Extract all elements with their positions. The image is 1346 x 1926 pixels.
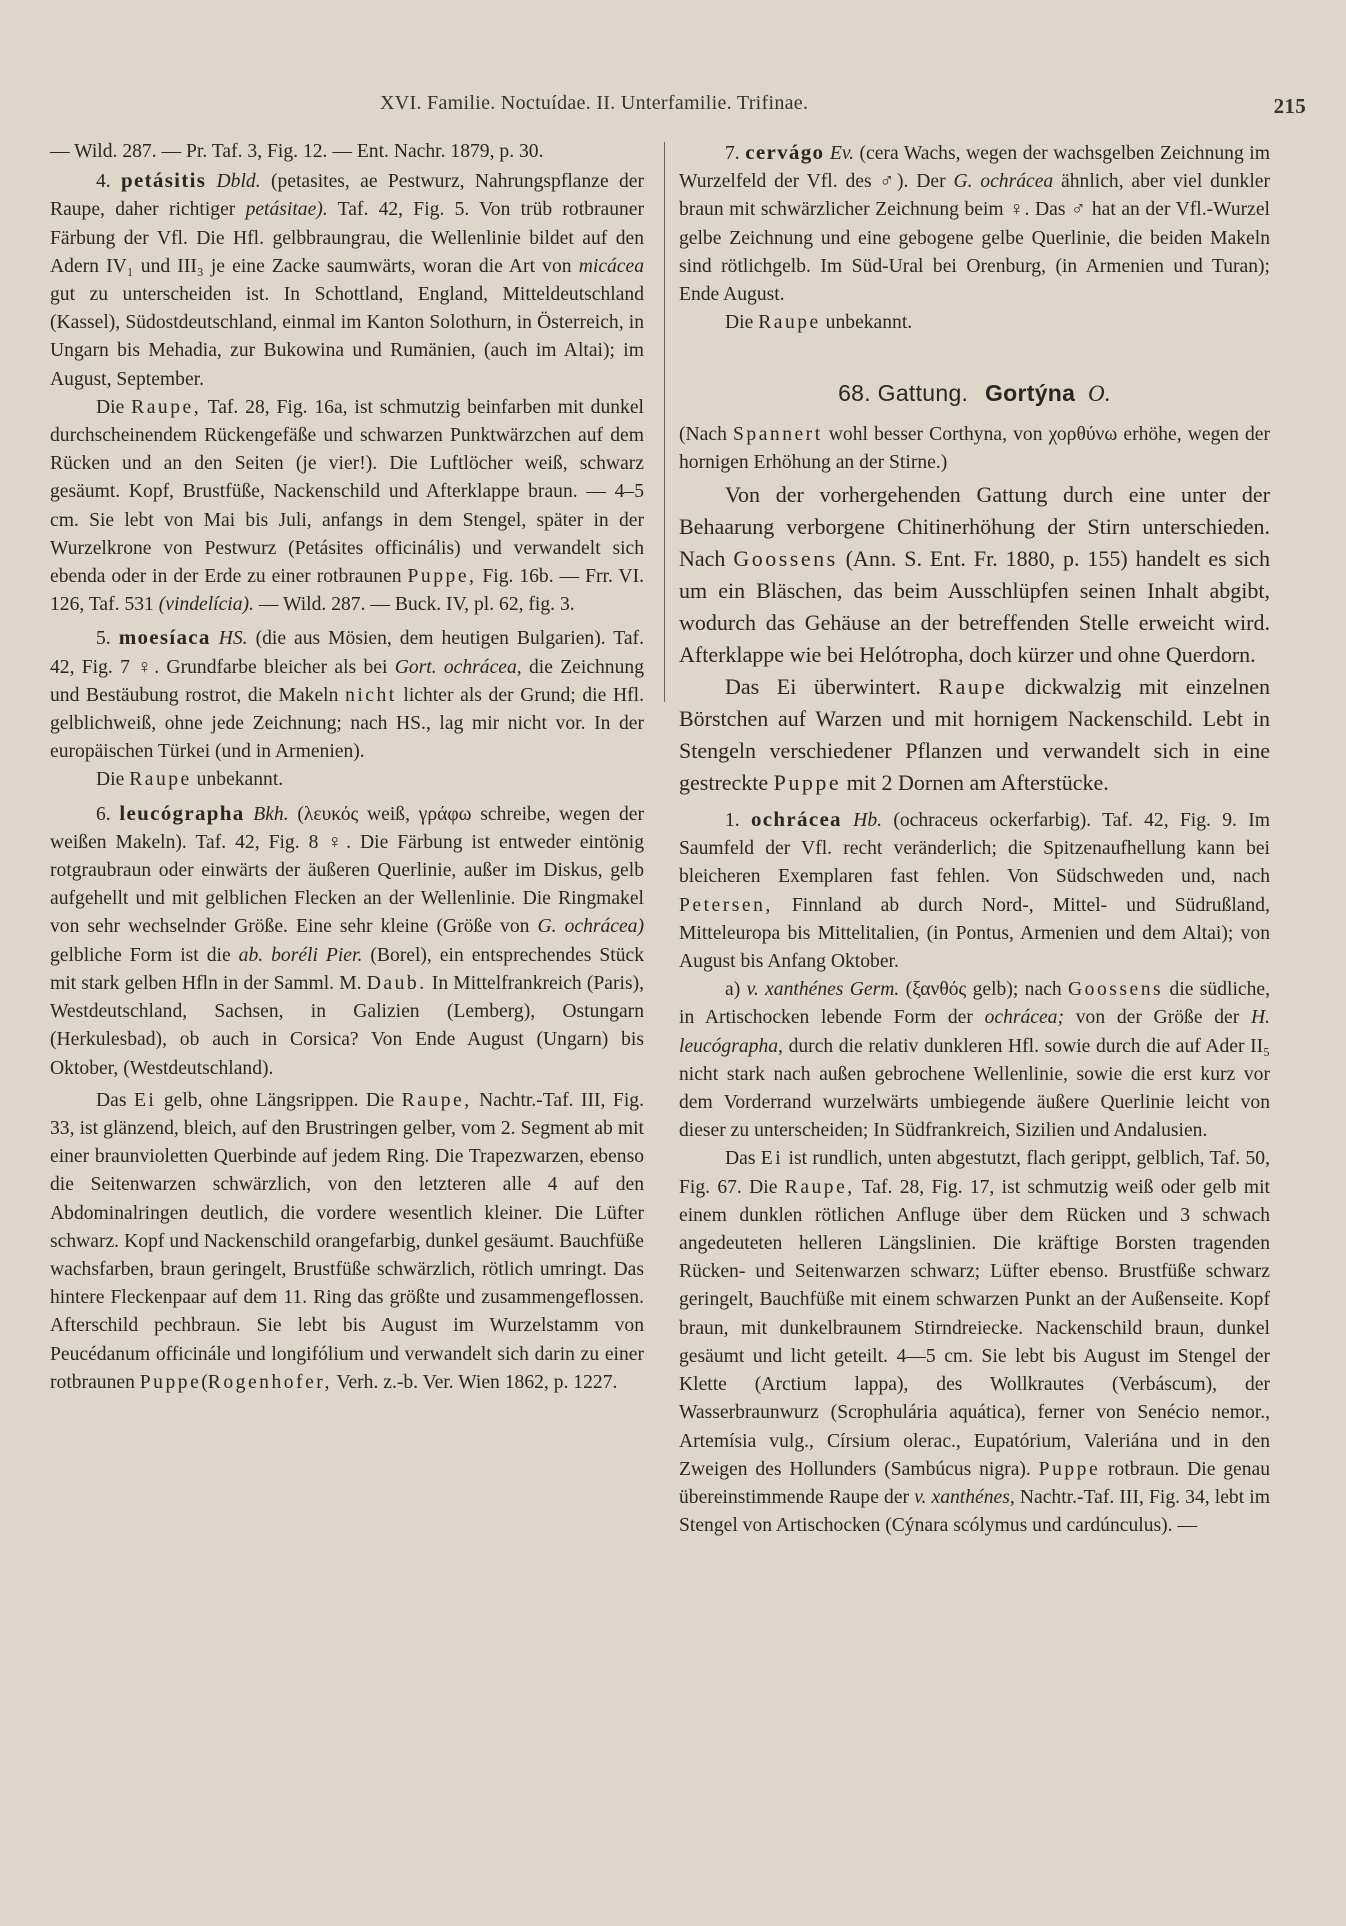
spaced-term: nicht (345, 684, 397, 706)
spaced-term: Puppe (139, 1371, 202, 1393)
reference-line (50, 138, 644, 166)
entry-text: lichter als der Grund; die Hfl. gelblichweiß, ohne jede Zeichnung; nach HS., lag mir nicht vor. In der europäischen Türkei (und in Armenien). (50, 684, 645, 763)
entry-text: Nachtr.-Taf. III, Fig. 33, ist glänzend, bleich, auf den Brustringen gelber, vom 2. Segment ab mit einer braunvioletten Querbinde auf jedem Ring. Die Trapezwarzen, ebenso die Seitenwarzen schwärzlich, von den letzteren alle 4 auf den Abdominalringen deutlich, die vordere wesentlich kleiner. Die Lüfter schwarz. Kopf und Nackenschild orangefarbig, dunkel gesäumt. Bauchfüße wachsfarben, braun geringelt, Brustfüße schwärzlich, rötlich umringt. Das hintere Fleckenpaar auf dem 11. Ring das größte und zusammengeflossen. Afterschild pechbraun. Sie lebt bis August im Wurzelstamm von Peucédanum officinále und longifólium und verwandelt sich darin zu einer rotbraunen (50, 1089, 644, 1393)
species-author: Dbld. (216, 171, 261, 193)
egg-larva-paragraph (50, 1087, 644, 1397)
ochracea-egg-larva (679, 1145, 1270, 1540)
genus-heading (679, 379, 1270, 408)
species-entry-leucographa (50, 799, 644, 1083)
ref-name: Gort. ochrácea, (394, 656, 522, 678)
species-entry-moesiaca (50, 623, 644, 766)
spaced-term: Spannert (733, 423, 823, 445)
species-entry-ochracea (679, 805, 1270, 976)
entry-text: unbekannt. (825, 312, 913, 334)
species-entry-cervago (679, 138, 1270, 309)
spaced-term: Raupe, (131, 396, 202, 418)
species-author: Bkh. (253, 803, 289, 825)
entry-text: Das (96, 1089, 127, 1111)
entry-text: unbekannt. (196, 769, 284, 791)
spaced-term: Goossens (733, 546, 838, 572)
species-number: 6. (96, 803, 111, 825)
ref-name: G. ochrácea) (537, 916, 644, 938)
entry-text: (ochraceus ockerfarbig). Taf. 42, Fig. 9. Im Saumfeld der Vfl. recht veränderlich; die Spitzenaufhellung kann bei bleicheren Exemplaren fast fehlen. Von Südschweden und, nach (679, 810, 1270, 888)
entry-text: durch die relativ dunkleren Hfl. sowie durch die auf Ader II₅ nicht stark nach außen gebrochene Wellenlinie, sowie die erst kurz vor dem Vorderrand wurzelwärts umbiegende äußere Querlinie leicht von dieser zu unterscheiden; In Südfrankreich, Sizilien und Andalusien. (679, 1035, 1270, 1142)
species-author: HS. (218, 628, 248, 650)
ref-name: micácea (578, 255, 644, 277)
entry-text: (cera Wachs, wegen der wachsgelben Zeichnung im Wurzelfeld der Vfl. des ♂). Der (679, 143, 1270, 193)
species-number: 7. (725, 143, 740, 164)
left-column (50, 138, 644, 1397)
spaced-term: Rogenhofer, (207, 1371, 332, 1393)
species-author: Hb. (853, 810, 883, 832)
spaced-term: Puppe (1038, 1458, 1101, 1480)
species-name: leucógrapha (119, 800, 245, 825)
entry-text: dickwalzig mit einzelnen Börstchen auf Warzen und mit hornigem Nackenschild. Lebt in Stengeln verschiedener Pflanzen und verwandelt sich in eine gestreckte (679, 674, 1271, 796)
species-name: moesíaca (118, 625, 211, 650)
spaced-term: Raupe (758, 312, 821, 334)
entry-text: (die aus Mösien, dem heutigen Bulgarien). Taf. 42, Fig. 7 ♀. Grundfarbe bleicher als bei (50, 628, 644, 678)
entry-text: Taf. 28, Fig. 16a, ist schmutzig beinfarben mit dunkel durchscheinendem Rückengefäße und schwarzen Punktwärzchen auf dem Rücken und an den Seiten (je vier!). Die Luftlöcher weiß, schwarz gesäumt. Kopf, Brustfüße, Nackenschild und Afterklappe braun. — 4–5 cm. Sie lebt von Mai bis Juli, anfangs in dem Stengel, später in der Wurzelkrone von Pestwurz (Petásites officinális) und verwandelt sich ebenda oder in der Erde zu einer rotbraunen (50, 396, 644, 588)
spaced-term: Puppe, (407, 566, 477, 588)
entry-text: Taf. 42, Fig. 5. Von trüb rotbrauner Färbung der Vfl. Die Hfl. gelbbraungrau, die Wellenlinie bildet auf den Adern IV₁ und III₃ je eine Zacke saumwärts, woran die Art von (50, 199, 645, 277)
entry-text: In Mittelfrankreich (Paris), Westdeutschland, Sachsen, in Galizien (Lemberg), Ostungarn (Herkulesbad), ob auch in Corsica? Von Ende August (Ungarn) bis Oktober, (Westdeutschland). (50, 972, 644, 1079)
entry-text: Taf. 28, Fig. 17, ist schmutzig weiß oder gelb mit einem dunklen rötlichen Anfluge über dem Rücken und 3 schwach angedeuteten helleren Längslinien. Die kräftige Borsten tragenden Rücken- und Seitenwarzen schwarz; Lüfter ebenso. Brustfüße schwarz geringelt, Bauchfüße mit einem schwarzen Punkt an der Außenseite. Kopf braun, mit dunkelbraunem Stirndreiecke. Nackenschild braun, dunkel gesäumt und licht geteilt. 4—5 cm. Sie lebt bis August im Stengel der Klette (Arctium lappa), des Wollkrautes (Verbáscum), der Wasserbraunwurz (Scrophulária aquática), ferner von Senécio nemor., Artemísia vulg., Círsium olerac., Eupatórium, Valeriána und in den Zweigen des Hollunders (Sambúcus nigra). (679, 1176, 1270, 1480)
spaced-term: Puppe (773, 770, 842, 796)
aberration-name: ab. boréli Pier. (238, 944, 363, 966)
spaced-term: Ei (760, 1148, 784, 1170)
genus-name: Gortýna (984, 380, 1076, 407)
spaced-term: Raupe (129, 769, 192, 791)
species-number: 4. (96, 171, 111, 193)
variety-name: v. xanthénes Germ. (746, 979, 900, 1001)
entry-text: (petasites, ae Pestwurz, Nahrungspflanze der Raupe, daher richtiger (50, 171, 645, 221)
column-divider (664, 142, 665, 702)
spaced-term: Goossens (1068, 979, 1164, 1001)
running-title: XVI. Familie. Noctuídae. II. Unterfamilie. Trifinae. (380, 92, 809, 114)
ref-name: (vindelícia). (158, 594, 254, 616)
entry-text: Die (96, 769, 125, 791)
spaced-term: Petersen, (679, 894, 773, 916)
entry-text: Das (725, 1148, 756, 1170)
ref-name: G. ochrácea (953, 171, 1054, 193)
species-name: petásitis (121, 168, 207, 193)
entry-text: die südliche, in Artischocken lebende Form der (679, 979, 1270, 1029)
species-number: 5. (96, 628, 111, 650)
species-entry-petasitis (50, 166, 644, 394)
entry-text: rotbraun. Die genau übereinstimmende Raupe der (679, 1458, 1271, 1508)
genus-description (679, 479, 1270, 671)
entry-text: (Nach (679, 423, 727, 445)
species-name: ochrácea (751, 807, 842, 832)
entry-text: (λευκός weiß, γράφω schreibe, wegen der weißen Makeln). Taf. 42, Fig. 8 ♀. Die Färbung ist entweder eintönig rotgraubraun oder einwärts der äußeren Querlinie, außer im Diskus, gelb aufgehellt und mit gelblichen Flecken an der Wellenlinie. Die Ringmakel von sehr wechselnder Größe. Eine sehr kleine (Größe von (50, 803, 644, 938)
entry-text: (Borel), ein entsprechendes Stück mit stark gelben Hfln in der Samml. M. (50, 944, 645, 994)
entry-text: wohl besser Corthyna, von χορθύνω erhöhe, wegen der hornigen Erhöhung an der Stirne.) (679, 423, 1270, 473)
entry-text: — Wild. 287. — Buck. IV, pl. 62, fig. 3. (258, 594, 575, 616)
entry-text: Das Ei überwintert. (725, 674, 921, 700)
spaced-term: Raupe, (784, 1176, 855, 1198)
entry-text: ähnlich, aber viel dunkler braun mit schwärzlicher Zeichnung beim ♀. Das ♂ hat an der Vfl.-Wurzel gelbe Zeichnung und eine gebogene gelbe Querlinie, die beiden Makeln sind rötlichgelb. Im Süd-Ural bei Orenburg, (in Armenien und Turan); Ende August. (679, 171, 1270, 306)
larva-paragraph (50, 394, 644, 620)
species-author: Ev. (829, 143, 854, 164)
entry-text: die Zeichnung und Bestäubung rostrot, die Makeln (50, 656, 644, 706)
entry-text: Finnland ab durch Nord-, Mittel- und Südrußland, Mitteleuropa bis Mittelitalien, (in Pontus, Armenien und dem Altai); von August bis Anfang Oktober. (679, 894, 1270, 973)
entry-text: (Ann. S. Ent. Fr. 1880, p. 155) handelt es sich um ein Bläschen, das beim Ausschlüpfen seinen Inhalt abgibt, wodurch das Gehäuse an der betreffenden Stelle erweicht wird. Afterklappe wie bei Helótropha, doch kürzer und ohne Querdorn. (679, 546, 1271, 668)
right-column (679, 138, 1270, 1540)
entry-text: gelb, ohne Längsrippen. Die (163, 1089, 395, 1111)
spaced-term: Raupe (938, 674, 1008, 700)
genus-author: O. (1087, 381, 1111, 407)
spaced-term: Raupe, (401, 1089, 472, 1111)
entry-text: von der Größe der (1075, 1007, 1240, 1029)
entry-text: Nachtr.-Taf. III, Fig. 34, lebt im Stengel von Artischocken (Cýnara scólymus und cardúnculus). — (679, 1486, 1270, 1537)
species-name: cervágo (745, 140, 825, 164)
spaced-term: Daub. (366, 972, 427, 994)
genus-egg-paragraph (679, 671, 1270, 799)
entry-text: Die (725, 312, 754, 334)
reference-text: — Wild. 287. — Pr. Taf. 3, Fig. 12. — Ent. Nachr. 1879, p. 30. (50, 141, 544, 162)
entry-text: (ξανθός gelb); nach (905, 979, 1062, 1001)
entry-text: Fig. 16b. — Frr. VI. 126, Taf. 531 (50, 566, 644, 616)
variety-name: v. xanthénes, (914, 1486, 1015, 1508)
variety-xanthenes (679, 976, 1270, 1145)
entry-text: ist rundlich, unten abgestutzt, flach gerippt, gelblich, Taf. 50, Fig. 67. Die (679, 1148, 1270, 1198)
larva-unknown (679, 309, 1270, 337)
entry-text: gelbliche Form ist die (50, 944, 231, 966)
entry-text: gut zu unterscheiden ist. In Schottland, England, Mitteldeutschland (Kassel), Südostdeutschland, einmal im Kanton Solothurn, in Österreich, in Ungarn bis Mehadia, zur Bukowina und Rumänien, (auch im Altai); im August, September. (50, 284, 644, 390)
entry-text: Verh. z.-b. Ver. Wien 1862, p. 1227. (336, 1371, 618, 1393)
entry-text: Von der vorhergehenden Gattung durch eine unter der Behaarung verborgene Chitinerhöhung der Stirn unterschieden. Nach (679, 482, 1270, 572)
entry-text: mit 2 Dornen am Afterstücke. (846, 770, 1109, 796)
species-number: 1. (725, 810, 740, 832)
ref-name: H. leucógrapha, (679, 1007, 1271, 1057)
larva-unknown (50, 766, 644, 794)
entry-text: a) (725, 979, 741, 1001)
genus-label: 68. Gattung. (838, 380, 969, 407)
entry-text: ( (201, 1371, 208, 1393)
alt-name: petásitae). (245, 199, 328, 221)
entry-text: Die (96, 396, 125, 418)
page-number: 215 (1273, 94, 1306, 118)
etymology-note (679, 421, 1270, 477)
spaced-term: Ei (133, 1089, 157, 1111)
running-head (380, 92, 1306, 122)
ref-name: ochrácea; (984, 1007, 1065, 1029)
